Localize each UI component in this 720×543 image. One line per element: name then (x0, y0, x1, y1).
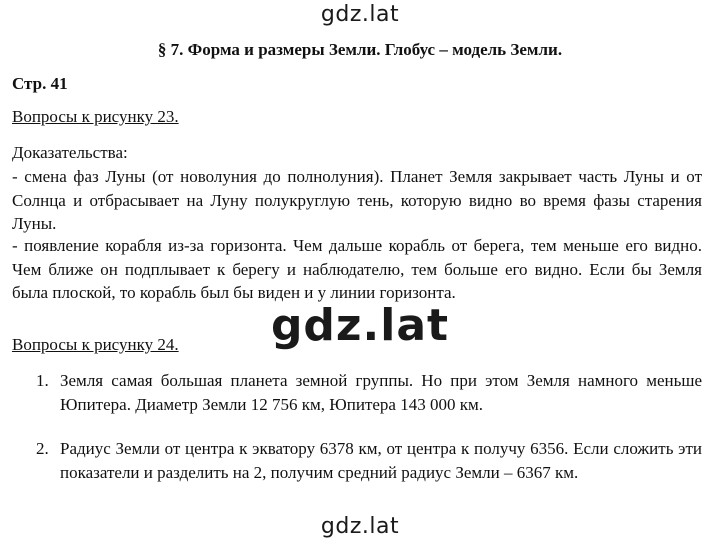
section-heading-fig24: Вопросы к рисунку 24. (12, 335, 179, 354)
evidence-label: Доказательства: (12, 143, 128, 162)
list-item-number: 2. (36, 439, 49, 458)
watermark-bottom: gdz.lat (320, 514, 400, 539)
list-item (36, 437, 702, 485)
list-item-text: Радиус Земли от центра к экватору 6378 км, от центра к получу 6356. Если сложить эти показатели и разделить на 2, получим средний радиус Земли – 6367 км. (60, 439, 702, 482)
page-reference: Стр. 41 (12, 74, 68, 93)
list-item-number: 1. (36, 371, 49, 390)
page-title: § 7. Форма и размеры Земли. Глобус – модель Земли. (157, 40, 563, 59)
evidence-point-moon-phases: - смена фаз Луны (от новолуния до полнолуния). Планет Земля закрывает часть Луны и от Солнца и отбрасывает на Луну полукруглую тень, которую видно во время фазы старения Луны. (12, 167, 702, 233)
watermark-top: gdz.lat (320, 2, 400, 27)
section-heading-fig23: Вопросы к рисунку 23. (12, 107, 179, 126)
watermark-middle: gdz.lat (270, 300, 450, 351)
list-item (36, 369, 702, 417)
evidence-point-ship-horizon: - появление корабля из-за горизонта. Чем дальше корабль от берега, тем меньше его видно. Чем ближе он подплывает к берегу и наблюдателю, тем больше его видно. Если бы Земля была плоской, то корабль был бы виден и у линии горизонта. (12, 236, 702, 302)
list-item-text: Земля самая большая планета земной группы. Но при этом Земля намного меньше Юпитера. Диаметр Земли 12 756 км, Юпитера 143 000 км. (60, 371, 702, 414)
